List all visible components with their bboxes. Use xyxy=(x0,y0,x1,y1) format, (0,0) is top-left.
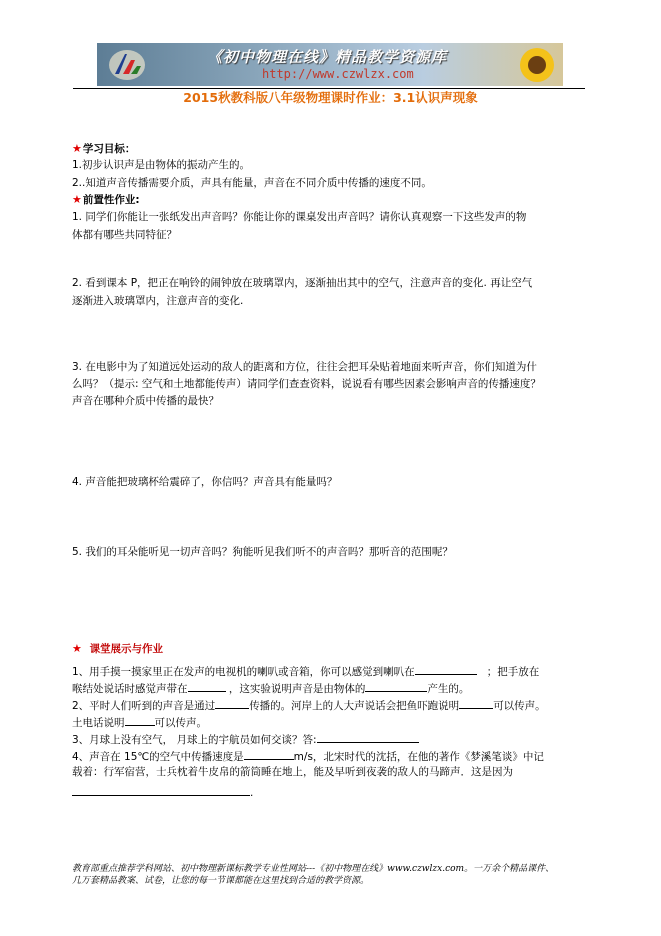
practice-2-line: 土电话说明 可以传声。 xyxy=(72,714,207,730)
question-3-line: 么吗？（提示: 空气和土地都能传声）请同学们查查资料，说说看有哪些因素会影响声音的传播速度？ xyxy=(72,378,541,390)
answer-blank[interactable] xyxy=(188,680,226,692)
practice-heading: ★ 课堂展示与作业 xyxy=(72,642,164,655)
answer-blank[interactable] xyxy=(72,784,250,796)
star-icon: ★ xyxy=(72,142,82,155)
footer-line: 教育部重点推荐学科网站、初中物理新课标教学专业性网站---《初中物理在线》www.czwlzx.com。一万余个精品课件、 xyxy=(72,864,555,874)
goal-item: 1.初步认识声是由物体的振动产生的。 xyxy=(72,159,251,171)
practice-2-line: 2、平时人们听到的声音是通过 传播的。河岸上的人大声说话会把鱼吓跑说明 可以传声。 xyxy=(72,697,546,713)
answer-blank[interactable] xyxy=(415,663,477,675)
footer-line: 几万套精品教案、试卷，让您的每一节课都能在这里找到合适的教学资源。 xyxy=(72,876,370,886)
banner-brand: 《初中物理在线》精品教学资源库 xyxy=(207,48,448,66)
practice-3-line: 3、月球上没有空气， 月球上的宇航员如何交谈？答: xyxy=(72,731,419,747)
banner-url[interactable]: http://www.czwlzx.com xyxy=(262,67,414,81)
question-3-line: 声音在哪种介质中传播的最快？ xyxy=(72,395,219,407)
practice-4-line: 4、声音在 15℃的空气中传播速度是 m/s，北宋时代的沈括，在他的著作《梦溪笔谈》中记 xyxy=(72,748,544,764)
sunflower-icon xyxy=(517,45,557,85)
page-title: 2015秋教科版八年级物理课时作业：3.1认识声现象 xyxy=(183,90,478,105)
footer-note xyxy=(72,863,554,887)
answer-blank[interactable] xyxy=(317,731,419,743)
goal-item: 2..知道声音传播需要介质，声具有能量，声音在不同介质中传播的速度不同。 xyxy=(72,177,432,189)
star-icon: ★ xyxy=(72,642,82,655)
question-2-line: 逐渐进入玻璃罩内，注意声音的变化. xyxy=(72,295,244,307)
practice-1-line: 喉结处说话时感觉声带在 ，这实验说明声音是由物体的 产生的。 xyxy=(72,680,469,696)
answer-blank[interactable] xyxy=(215,697,249,709)
answer-blank[interactable] xyxy=(125,714,155,726)
question-3-line: 3. 在电影中为了知道远处运动的敌人的距离和方位，往往会把耳朵贴着地面来听声音，你们知道为什 xyxy=(72,361,537,373)
logo-icon xyxy=(107,48,147,82)
goals-heading: ★学习目标： xyxy=(72,142,136,155)
practice-1-line: 1、用手摸一摸家里正在发声的电视机的喇叭或音箱，你可以感觉到喇叭在 ；把手放在 xyxy=(72,663,539,679)
practice-4-line: 载着：行军宿营，士兵枕着牛皮帛的箭筒睡在地上，能及早听到夜袭的敌人的马蹄声．这是因为 xyxy=(72,766,513,778)
star-icon: ★ xyxy=(72,193,82,206)
answer-blank[interactable] xyxy=(244,748,294,760)
question-1-line: 1. 同学们你能让一张纸发出声音吗？你能让你的课桌发出声音吗？请你认真观察一下这些发声的物 xyxy=(72,211,527,223)
practice-4-line: . xyxy=(72,784,253,800)
question-4: 4. 声音能把玻璃杯给震碎了，你信吗？声音具有能量吗？ xyxy=(72,476,338,488)
question-5: 5. 我们的耳朵能听见一切声音吗？狗能听见我们听不的声音吗？那听音的范围呢？ xyxy=(72,546,453,558)
header-banner xyxy=(97,43,563,86)
answer-blank[interactable] xyxy=(459,697,493,709)
question-1-line: 体都有哪些共同特征？ xyxy=(72,229,177,241)
pre-heading: ★前置性作业: xyxy=(72,193,140,206)
question-2-line: 2. 看到课本 P，把正在响铃的闹钟放在玻璃罩内，逐渐抽出其中的空气，注意声音的变化. 再让空气 xyxy=(72,277,533,289)
answer-blank[interactable] xyxy=(365,680,427,692)
